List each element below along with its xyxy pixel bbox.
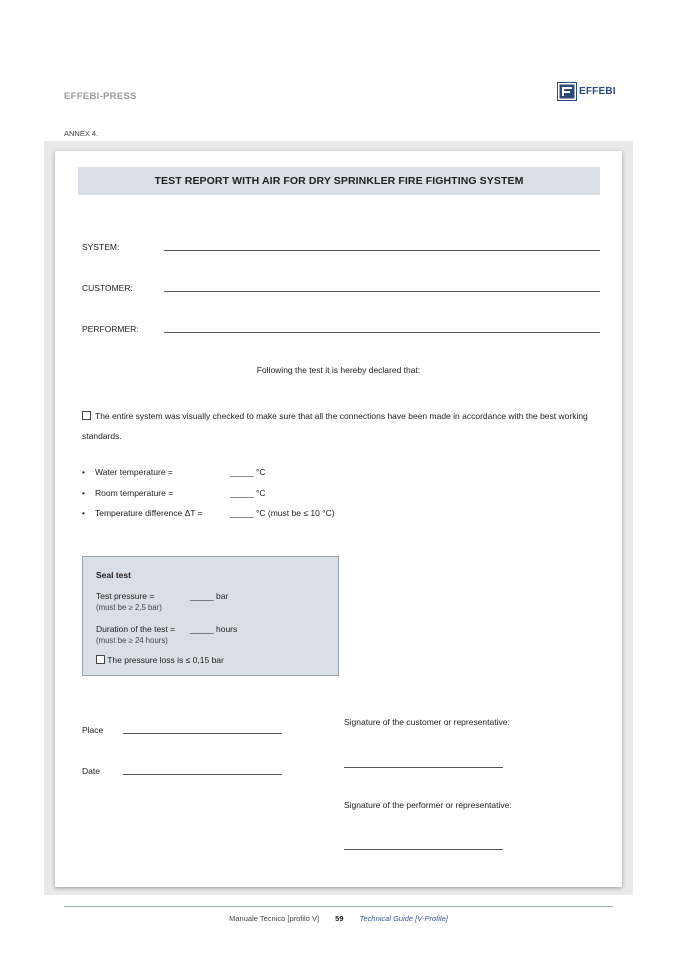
page-footer [0,914,677,923]
performer-signature-field[interactable] [344,849,503,850]
test-report-form [55,151,622,887]
bullet-icon: • [82,488,85,498]
footer-guide-title: Technical Guide [V-Profile] [359,914,448,923]
temperature-difference-label: Temperature difference ΔT = [95,508,203,518]
visual-check-text: The entire system was visually checked to make sure that all the connections have been made in accordance with the best working standards. [82,411,588,441]
form-title: TEST REPORT WITH AIR FOR DRY SPRINKLER FIRE FIGHTING SYSTEM [154,175,524,187]
customer-signature-label: Signature of the customer or representative: [344,717,510,727]
system-label: SYSTEM: [82,242,120,252]
effebi-logo-icon [557,82,577,101]
performer-signature-label: Signature of the performer or representative: [344,800,512,810]
publisher-name: EFFEBI-PRESS [64,91,137,102]
test-pressure-note: (must be ≥ 2,5 bar) [96,603,162,612]
test-pressure-field[interactable]: _____ bar [190,591,229,601]
water-temperature-field[interactable]: _____ °C [230,467,266,477]
water-temperature-label: Water temperature = [95,467,173,477]
bullet-icon: • [82,508,85,518]
seal-test-box [82,556,339,676]
footer-manual-title: Manuale Tecnico [profilo V] [229,914,320,923]
pressure-loss-text: The pressure loss is ≤ 0,15 bar [107,655,224,665]
test-duration-field[interactable]: _____ hours [190,624,238,634]
room-temperature-label: Room temperature = [95,488,174,498]
visual-check-item [82,406,602,446]
effebi-logo [557,82,616,101]
performer-field[interactable] [164,332,600,333]
place-field[interactable] [123,733,282,734]
pressure-loss-checkbox[interactable] [96,655,105,664]
annex-label: ANNEX 4. [64,129,99,138]
place-label: Place [82,725,104,735]
logo-text: EFFEBI [579,86,616,97]
room-temperature-field[interactable]: _____ °C [230,488,266,498]
form-title-bar [78,167,600,195]
seal-test-title: Seal test [96,570,131,580]
bullet-icon: • [82,467,85,477]
pressure-loss-item [96,655,224,665]
test-pressure-label: Test pressure = [96,591,155,601]
page-number: 59 [335,914,344,923]
test-duration-note: (must be ≥ 24 hours) [96,636,168,645]
performer-label: PERFORMER: [82,324,139,334]
date-label: Date [82,766,100,776]
declaration-text: Following the test it is hereby declared that: [256,365,421,375]
temperature-difference-field[interactable]: _____ °C (must be ≤ 10 °C) [230,508,335,518]
test-duration-label: Duration of the test = [96,624,176,634]
system-field[interactable] [164,250,600,251]
customer-field[interactable] [164,291,600,292]
customer-label: CUSTOMER: [82,283,133,293]
footer-divider [64,906,613,907]
customer-signature-field[interactable] [344,767,503,768]
visual-check-checkbox[interactable] [82,411,91,420]
date-field[interactable] [123,774,282,775]
